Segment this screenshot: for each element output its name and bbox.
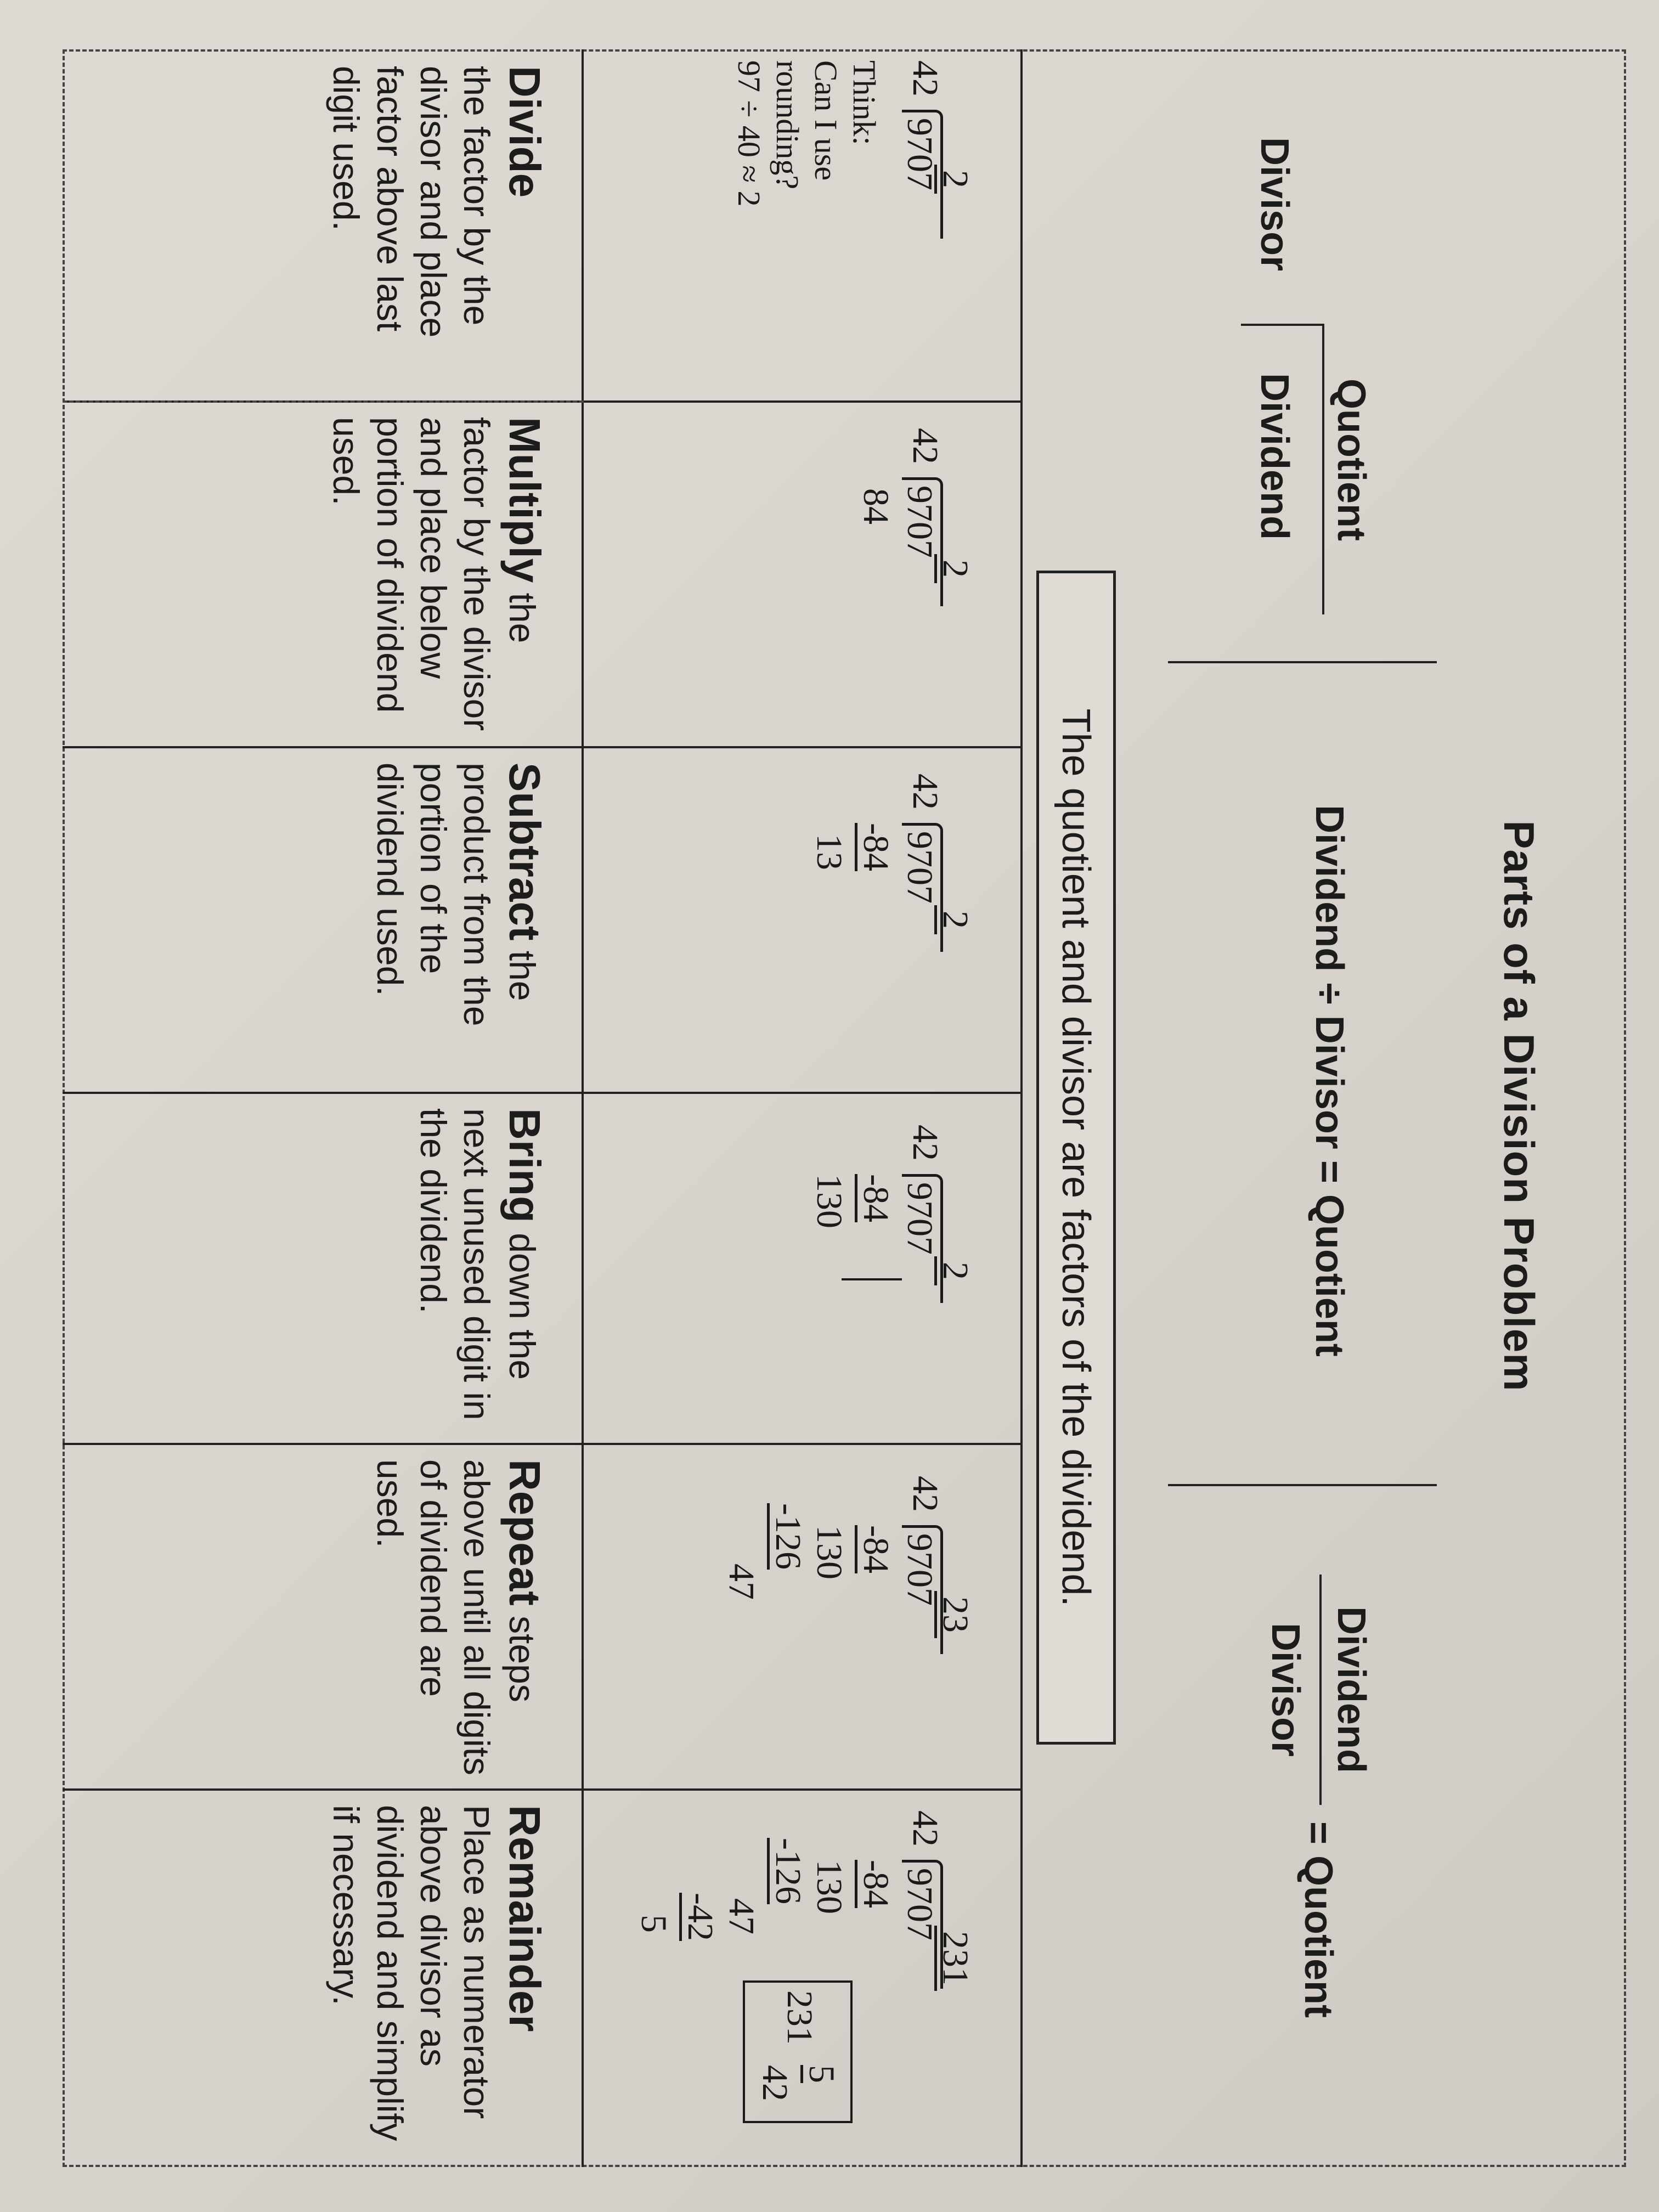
product-value: -126 bbox=[768, 1503, 808, 1570]
product-value: -42 bbox=[680, 1893, 720, 1941]
difference-value: 47 bbox=[721, 1564, 761, 1600]
division-equation: Dividend ÷ Divisor = Quotient bbox=[1307, 805, 1351, 1357]
divisor-label: Divisor bbox=[1252, 137, 1296, 272]
column-divider bbox=[63, 746, 1023, 748]
difference-value: 47 bbox=[721, 1898, 761, 1934]
difference-value: 130 bbox=[809, 1174, 849, 1228]
quotient-digit: 2 bbox=[934, 905, 973, 934]
divisor-value: 42 bbox=[905, 1476, 945, 1512]
mixed-denominator: 42 bbox=[755, 2065, 795, 2101]
divisor-value: 42 bbox=[905, 428, 945, 464]
row-divider bbox=[1020, 49, 1023, 2167]
bring-down-arrow bbox=[842, 1278, 902, 1280]
column-divider bbox=[63, 1788, 1023, 1791]
divisor-value: 42 bbox=[905, 1810, 945, 1847]
quotient-digit: 2 bbox=[934, 554, 973, 583]
step-keyword: Bring bbox=[500, 1108, 549, 1223]
dividend-label: Dividend bbox=[1252, 373, 1296, 540]
quotient-digit: 2 bbox=[934, 165, 973, 194]
divisor-value: 42 bbox=[905, 1125, 945, 1161]
step-subtract bbox=[368, 763, 551, 1086]
step-multiply bbox=[324, 417, 551, 741]
quotient-label: Quotient bbox=[1329, 379, 1373, 541]
dividend-value: 9707 bbox=[900, 118, 940, 190]
step-keyword: Multiply bbox=[500, 417, 549, 583]
quotient-digit: 2 bbox=[934, 1256, 973, 1285]
step-text: Place as numerator above divisor as dividend and simplify if necessary. bbox=[326, 1805, 497, 2141]
think-line: Can I use bbox=[808, 60, 844, 181]
divisor-value: 42 bbox=[905, 60, 945, 97]
step-keyword: Repeat bbox=[500, 1459, 549, 1606]
step-keyword: Subtract bbox=[500, 763, 549, 941]
step-bring bbox=[411, 1108, 551, 1432]
difference-value: 130 bbox=[809, 1860, 849, 1914]
factors-note: The quotient and divisor are factors of the dividend. bbox=[1036, 571, 1116, 1745]
product-value: 84 bbox=[856, 488, 896, 524]
fraction-bar bbox=[1319, 1575, 1322, 1805]
divisor-value: 42 bbox=[905, 774, 945, 810]
quotient-digit: 231 bbox=[934, 1926, 973, 1991]
dividend-value: 9707 bbox=[900, 486, 940, 558]
sheet-border bbox=[63, 49, 1626, 2167]
step-repeat bbox=[368, 1459, 551, 1783]
fraction-numerator: Dividend bbox=[1329, 1606, 1373, 1774]
step-text: the factor by the divisor and place factor above last digit used. bbox=[326, 66, 497, 338]
difference-value: 13 bbox=[809, 834, 849, 870]
divider bbox=[1168, 661, 1437, 663]
mixed-numerator: 5 bbox=[802, 2065, 842, 2083]
mixed-whole: 231 bbox=[780, 1990, 820, 2045]
divider bbox=[1168, 1484, 1437, 1486]
dividend-value: 9707 bbox=[900, 831, 940, 904]
product-value: -126 bbox=[768, 1838, 808, 1904]
think-line: 97 ÷ 40 ≈ 2 bbox=[731, 60, 767, 207]
step-text: steps above until all digits of dividend are used. bbox=[369, 1459, 543, 1776]
fraction-denominator: Divisor bbox=[1263, 1622, 1307, 1757]
product-value: -84 bbox=[856, 823, 896, 871]
think-line: rounding? bbox=[770, 60, 805, 190]
product-value: -84 bbox=[856, 1860, 896, 1908]
division-bracket bbox=[1241, 324, 1323, 326]
step-text: the factor by the divisor and place below portion of dividend used. bbox=[326, 417, 543, 731]
step-text: down the next unused digit in the dividend. bbox=[413, 1108, 543, 1420]
quotient-bar bbox=[1322, 324, 1324, 614]
product-value: -84 bbox=[856, 1525, 896, 1573]
remainder-value: 5 bbox=[634, 1915, 674, 1933]
dividend-value: 9707 bbox=[900, 1868, 940, 1940]
step-remainder bbox=[324, 1805, 551, 2145]
dashed-divider bbox=[63, 400, 584, 403]
dividend-value: 9707 bbox=[900, 1533, 940, 1606]
column-divider bbox=[63, 1092, 1023, 1094]
step-keyword: Divide bbox=[500, 66, 549, 198]
think-line: Think: bbox=[847, 60, 882, 145]
difference-value: 130 bbox=[809, 1525, 849, 1579]
mixed-number-box bbox=[743, 1980, 853, 2123]
page-title: Parts of a Division Problem bbox=[1495, 820, 1543, 1392]
step-divide bbox=[324, 66, 551, 395]
quotient-digit: 23 bbox=[934, 1591, 973, 1638]
step-text: the product from the portion of the dividend used. bbox=[369, 763, 543, 1026]
fraction-result: = Quotient bbox=[1296, 1821, 1340, 2018]
step-keyword: Remainder bbox=[500, 1805, 549, 2032]
product-value: -84 bbox=[856, 1174, 896, 1222]
column-divider bbox=[63, 1443, 1023, 1445]
row-divider bbox=[582, 49, 584, 2167]
dividend-value: 9707 bbox=[900, 1182, 940, 1255]
